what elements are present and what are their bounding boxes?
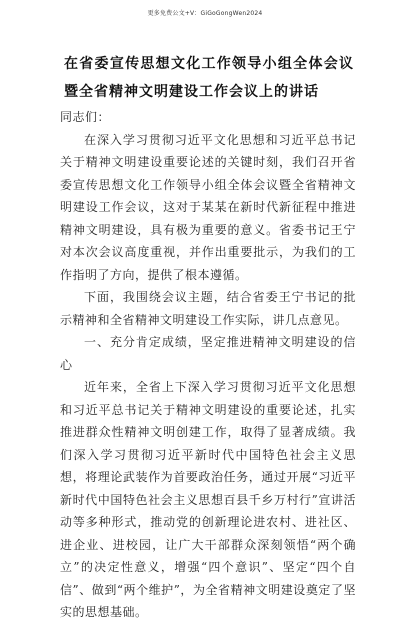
header-note: 更多免费公文+V：GiGoGongWen2024 [147, 10, 263, 17]
salutation: 同志们： [60, 110, 111, 124]
document-title: 在省委宣传思想文化工作领导小组全体会议暨全省精神文明建设工作会议上的讲话 [64, 56, 354, 100]
paragraph-intro: 在深入学习贯彻习近平文化思想和习近平总书记关于精神文明建设重要论述的关键时刻，我们召开省委宣传思想文化工作领导小组全体会议暨全省精神文明建设工作会议，这对于某某在新时代新征程中推进精神文明建设，具有极为重要的意义。省委书记王宁对本次会议高度重视，并作出重要批示，为我们的工作指明了方向，提供了根本遵循。 [60, 132, 356, 282]
section-heading-1: 一、充分肯定成绩，坚定推进精神文明建设的信心 [60, 335, 356, 372]
paragraph-outline: 下面，我围绕会议主题，结合省委王宁书记的批示精神和全省精神文明建设工作实际，讲几点意见。 [60, 290, 356, 327]
paragraph-achievements: 近年来，全省上下深入学习贯彻习近平文化思想和习近平总书记关于精神文明建设的重要论述，扎实推进群众性精神文明创建工作，取得了显著成绩。我们深入学习贯彻习近平新时代中国特色社会主义思想，将理论武装作为首要政治任务，通过开展“习近平新时代中国特色社会主义思想百县千乡万村行”宣讲活动等多种形式，推动党的创新理论进农村、进社区、进企业、进校园，让广大干部群众深刻领悟“两个确立”的决定性意义，增强“四个意识”、坚定“四个自信”、做到“两个维护”，为全省精神文明建设奠定了坚实的思想基础。 [60, 380, 356, 619]
document-body [60, 106, 356, 624]
